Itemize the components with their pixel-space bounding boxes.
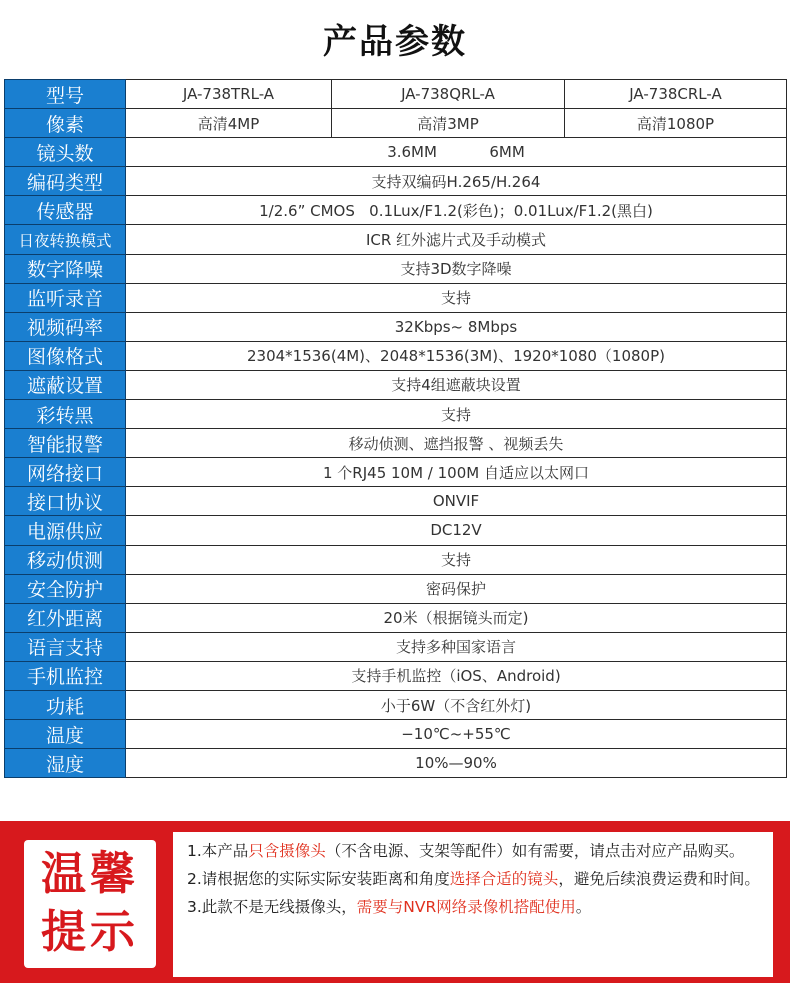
spec-label: 传感器 [5, 196, 126, 225]
spec-label: 温度 [5, 720, 126, 749]
spec-table [4, 79, 787, 778]
spec-label: 功耗 [5, 690, 126, 719]
spec-value: 1 个RJ45 10M / 100M 自适应以太网口 [126, 458, 787, 487]
spec-row [5, 341, 787, 370]
spec-row [5, 749, 787, 778]
spec-label: 湿度 [5, 749, 126, 778]
spec-row [5, 312, 787, 341]
spec-row [5, 167, 787, 196]
tip-note-1-text: 1.本产品 [187, 842, 249, 860]
spec-row [5, 254, 787, 283]
spec-value: 支持双编码H.265/H.264 [126, 167, 787, 196]
spec-label: 数字降噪 [5, 254, 126, 283]
spec-table-body [5, 80, 787, 778]
tip-note-2 [187, 868, 773, 892]
spec-value: 支持多种国家语言 [126, 632, 787, 661]
tips-badge [24, 840, 156, 968]
spec-value-cell: 高清1080P [565, 109, 787, 138]
spec-label: 图像格式 [5, 341, 126, 370]
spec-row [5, 429, 787, 458]
spec-value: ICR 红外滤片式及手动模式 [126, 225, 787, 254]
spec-row [5, 80, 787, 109]
spec-label: 安全防护 [5, 574, 126, 603]
spec-row [5, 138, 787, 167]
spec-label: 视频码率 [5, 312, 126, 341]
spec-label: 彩转黑 [5, 400, 126, 429]
tip-note-3 [187, 896, 773, 920]
spec-row [5, 370, 787, 399]
tip-note-2-highlight: 选择合适的镜头 [449, 870, 559, 888]
model-cell: JA-738CRL-A [565, 80, 787, 109]
spec-row [5, 545, 787, 574]
spec-label: 接口协议 [5, 487, 126, 516]
spec-value: 3.6MM 6MM [126, 138, 787, 167]
tip-note-2-text: 2.请根据您的实际实际安装距离和角度 [187, 870, 450, 888]
badge-text-line2: 提示 [40, 905, 139, 958]
spec-row [5, 283, 787, 312]
page-title: 产品参数 [323, 22, 467, 62]
spec-value: ONVIF [126, 487, 787, 516]
spec-label: 遮蔽设置 [5, 370, 126, 399]
spec-value: 支持 [126, 283, 787, 312]
spec-label: 网络接口 [5, 458, 126, 487]
tip-note-2-text-end: ，避免后续浪费运费和时间。 [558, 870, 760, 888]
spec-value: 密码保护 [126, 574, 787, 603]
badge-text-line1: 温馨 [40, 847, 139, 900]
spec-row [5, 603, 787, 632]
spec-row [5, 632, 787, 661]
tip-note-3-highlight: 需要与NVR网络录像机搭配使用 [356, 898, 576, 916]
tip-note-3-text-end: 。 [575, 898, 592, 916]
tip-note-1-highlight: 只含摄像头 [248, 842, 326, 860]
spec-row [5, 574, 787, 603]
spec-value: 10%—90% [126, 749, 787, 778]
spec-value-cell: 高清4MP [126, 109, 332, 138]
spec-label: 镜头数 [5, 138, 126, 167]
spec-row [5, 458, 787, 487]
spec-value: 小于6W（不含红外灯) [126, 690, 787, 719]
spec-row [5, 661, 787, 690]
tip-note-1 [187, 840, 773, 864]
spec-row [5, 400, 787, 429]
spec-row [5, 196, 787, 225]
spec-row [5, 720, 787, 749]
spec-row [5, 225, 787, 254]
spec-value: 1/2.6” CMOS 0.1Lux/F1.2(彩色)；0.01Lux/F1.2(黑白) [126, 196, 787, 225]
spec-value: 32Kbps~ 8Mbps [126, 312, 787, 341]
tip-note-1-text-end: （不含电源、支架等配件）如有需要，请点击对应产品购买。 [325, 842, 745, 860]
spec-value: 支持 [126, 545, 787, 574]
spec-label: 移动侦测 [5, 545, 126, 574]
spec-label: 编码类型 [5, 167, 126, 196]
spec-label: 型号 [5, 80, 126, 109]
spec-value: 20米（根据镜头而定) [126, 603, 787, 632]
spec-label: 电源供应 [5, 516, 126, 545]
spec-value-cell: 高清3MP [332, 109, 565, 138]
spec-value: DC12V [126, 516, 787, 545]
model-cell: JA-738TRL-A [126, 80, 332, 109]
spec-row [5, 516, 787, 545]
spec-value: −10℃~+55℃ [126, 720, 787, 749]
spec-value: 支持 [126, 400, 787, 429]
spec-row [5, 690, 787, 719]
spec-label: 像素 [5, 109, 126, 138]
spec-label: 监听录音 [5, 283, 126, 312]
spec-row [5, 487, 787, 516]
tip-note-3-text: 3.此款不是无线摄像头， [187, 898, 357, 916]
spec-value: 支持4组遮蔽块设置 [126, 370, 787, 399]
model-cell: JA-738QRL-A [332, 80, 565, 109]
spec-value: 支持手机监控（iOS、Android) [126, 661, 787, 690]
tips-notes [173, 832, 773, 977]
spec-label: 日夜转换模式 [5, 225, 126, 254]
spec-value: 支持3D数字降噪 [126, 254, 787, 283]
spec-row [5, 109, 787, 138]
spec-value: 2304*1536(4M)、2048*1536(3M)、1920*1080（1080P) [126, 341, 787, 370]
spec-label: 红外距离 [5, 603, 126, 632]
spec-label: 语言支持 [5, 632, 126, 661]
spec-label: 智能报警 [5, 429, 126, 458]
spec-value: 移动侦测、遮挡报警 、视频丢失 [126, 429, 787, 458]
spec-label: 手机监控 [5, 661, 126, 690]
